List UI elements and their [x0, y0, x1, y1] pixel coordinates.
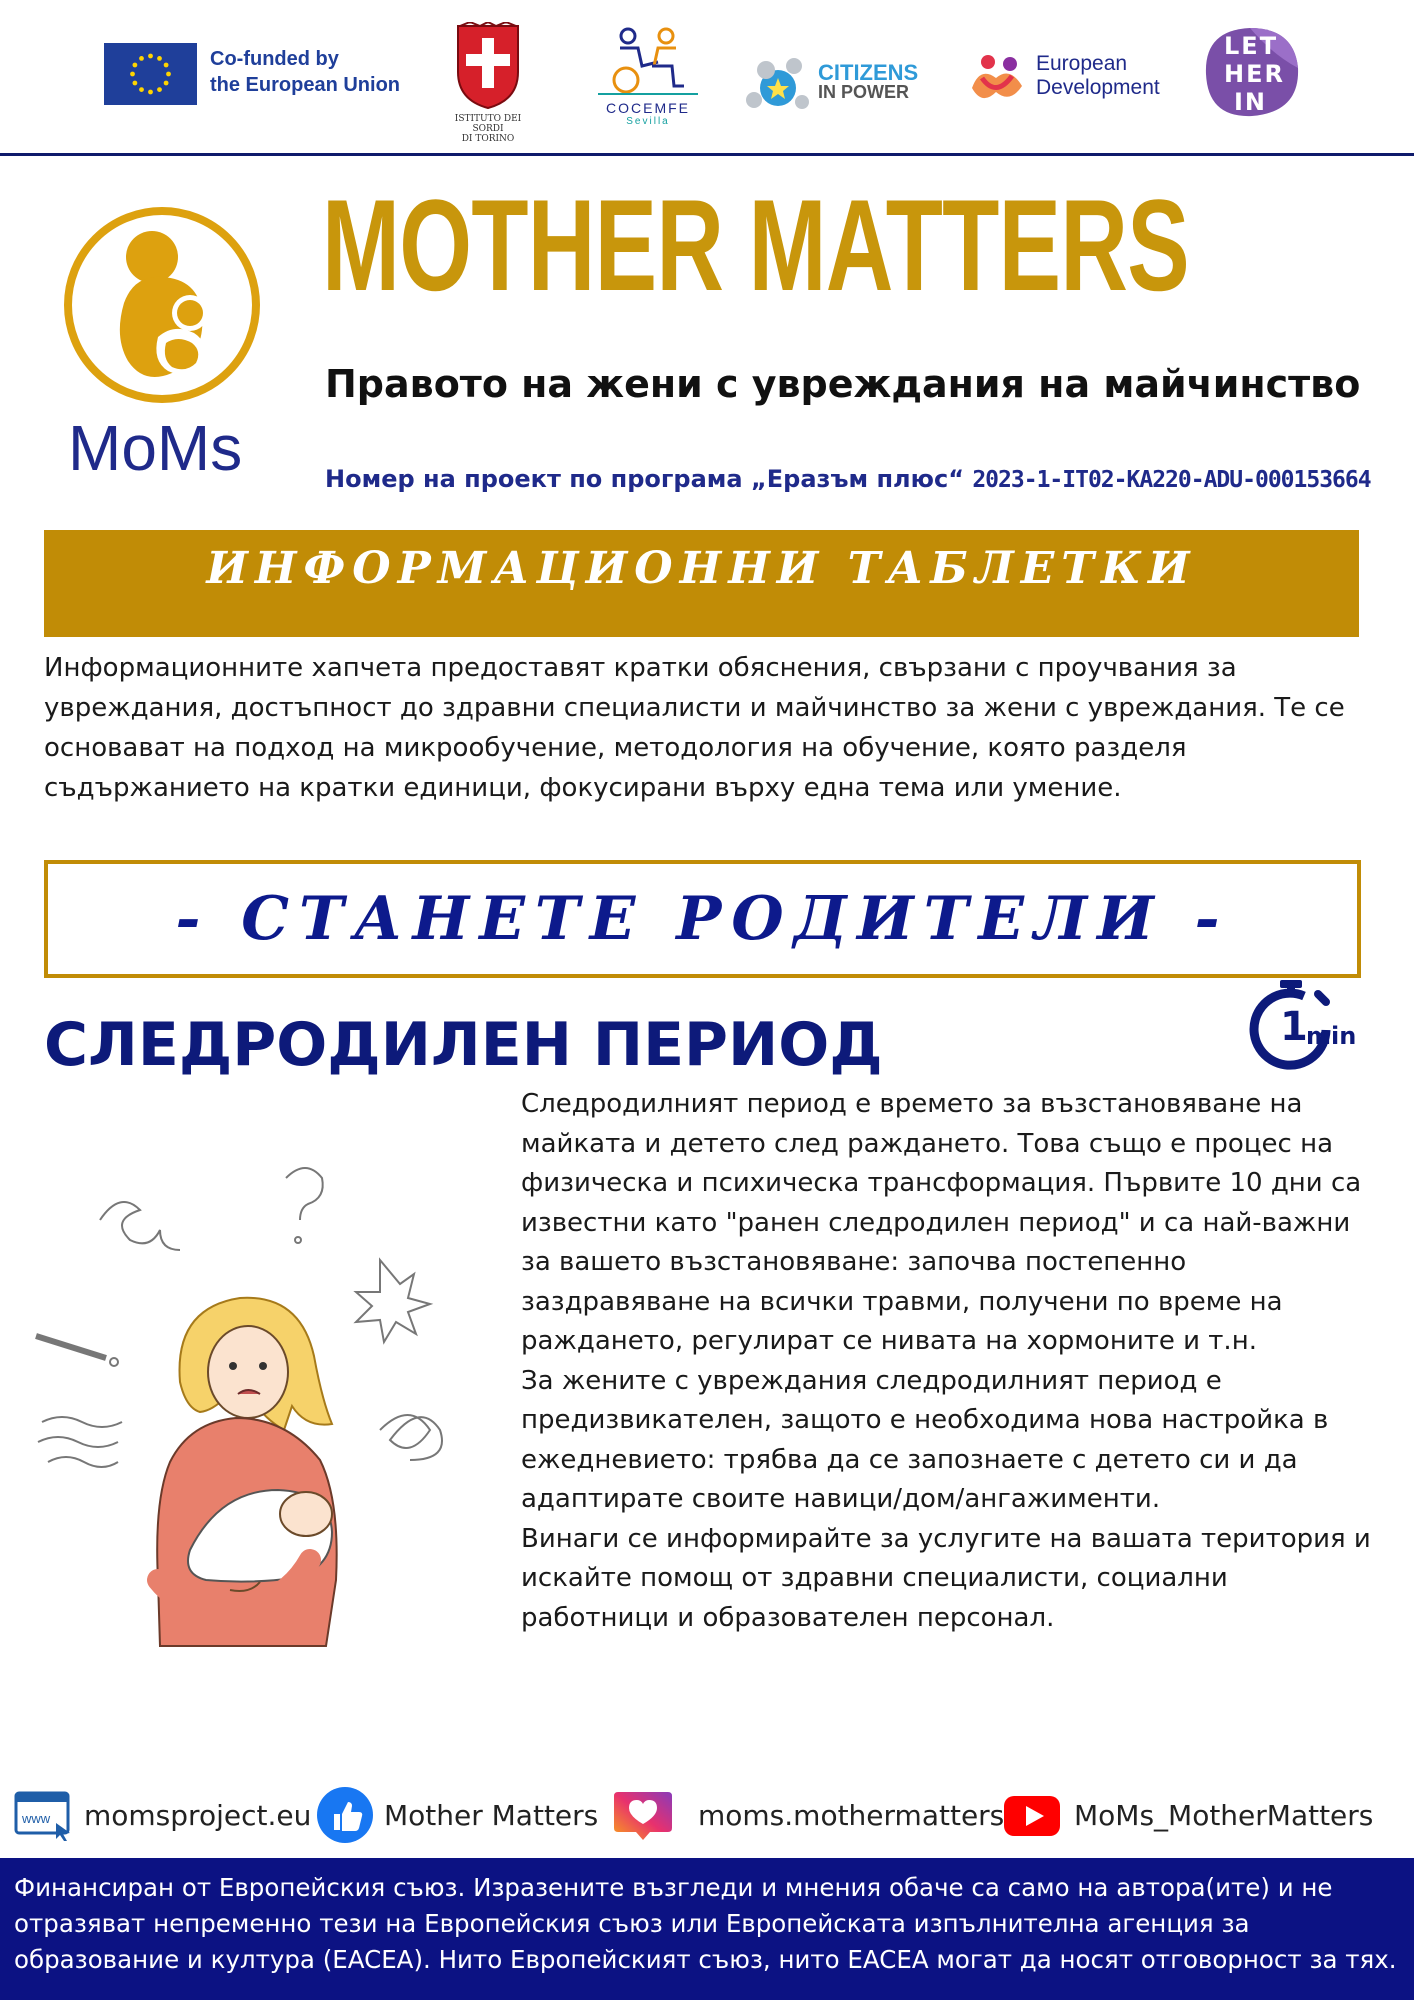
website-icon — [14, 1789, 74, 1841]
page-title: MOTHER MATTERS — [322, 172, 1189, 318]
letherin-line3: IN — [1234, 88, 1268, 116]
header-divider — [0, 153, 1414, 156]
istituto-caption: ISTITUTO DEI SORDI DI TORINO — [454, 114, 522, 144]
ed-line2: Development — [1036, 76, 1160, 99]
project-label: Номер на проект по програма „Еразъм плюс“ — [325, 465, 964, 493]
instagram-text: moms.mothermatters — [698, 1798, 1005, 1832]
youtube-icon — [1002, 1792, 1064, 1838]
eu-disclaimer-footer — [0, 1858, 1414, 2000]
let-her-in-logo — [1202, 24, 1302, 120]
youtube-text: MoMs_MotherMatters — [1074, 1798, 1374, 1832]
youtube-link[interactable] — [1002, 1790, 1373, 1840]
instagram-heart-icon — [614, 1786, 680, 1844]
facebook-text: Mother Matters — [384, 1798, 599, 1832]
facebook-link[interactable] — [316, 1790, 598, 1840]
cocemfe-name: COCEMFE — [606, 100, 690, 116]
page-subtitle: Правото на жени с увреждания на майчинство — [325, 362, 1361, 406]
istituto-sordi-torino-logo — [448, 22, 528, 144]
letherin-line2: HER — [1224, 60, 1285, 88]
cocemfe-logo — [592, 26, 704, 138]
website-text: momsproject.eu — [84, 1798, 312, 1832]
eu-disclaimer-text: Финансиран от Европейския съюз. Изразените възгледи и мнения обаче са само на автора(ите) и не отразяват непременно тези на Европейския съюз или Европейската изпълнителна агенция за образование и култура (EACEA). Нито Европейският съюз, нито EACEA могат да носят отговорност за тях. — [14, 1873, 1397, 1974]
intro-paragraph: Информационните хапчета предоставят кратки обяснения, свързани с проучвания за увреждания, достъпност до здравни специалисти и майчинство за жени с увреждания. Те се основават на подход на микрообучение, методология на обучение, която разделя съдържанието на кратки единици, фокусирани върху една тема или умение. — [44, 653, 1345, 803]
become-parents-banner — [44, 860, 1361, 978]
stopwatch-icon — [1248, 980, 1360, 1080]
website-link[interactable] — [14, 1790, 311, 1840]
timer-number: 1 — [1280, 1004, 1308, 1050]
moms-logo-text: MoMs — [68, 412, 243, 484]
letherin-line1: LET — [1224, 32, 1279, 60]
european-development-logo — [966, 46, 1186, 116]
website-icon-label: www — [22, 1811, 51, 1826]
instagram-link[interactable] — [614, 1790, 1004, 1840]
cocemfe-city: Sevilla — [626, 116, 670, 127]
section-title: СЛЕДРОДИЛЕН ПЕРИОД — [44, 1010, 883, 1080]
info-pills-banner-text: ИНФОРМАЦИОННИ ТАБЛЕТКИ — [206, 543, 1197, 594]
citizens-line2: IN POWER — [818, 82, 910, 102]
timer-unit: min — [1306, 1022, 1357, 1050]
become-parents-banner-text: - СТАНЕТЕ РОДИТЕЛИ - — [175, 884, 1230, 954]
moms-logo — [62, 205, 262, 484]
citizens-in-power-logo — [744, 48, 924, 116]
eu-flag-logo — [104, 43, 197, 105]
info-pills-banner — [44, 530, 1359, 637]
section-body: Следродилният период е времето за възстановяване на майката и детето след раждането. Това също е процес на физическа и психическа трансформация. Първите 10 дни са известни като "ранен следродилен период" и са най-важни за вашето възстановяване: започва постепенно заздравяване на всички травми, получени по време на раждането, регулират се нивата на хормоните и т.н. За жените с увреждания следродилният период е предизвикателен, защото е необходима нова настройка в ежедневието: трябва да се запознаете с детето си и да адаптирате своите навици/дом/ангажименти. Винаги се информирайте за услугите на вашата територия и искайте помощ от здравни специалисти, социални работници и образователен персонал. — [521, 1089, 1371, 1633]
ed-line1: European — [1036, 52, 1128, 75]
facebook-like-icon — [316, 1786, 374, 1844]
project-code: 2023-1-IT02-KA220-ADU-000153664 — [972, 467, 1371, 493]
citizens-line1: CITIZENS — [818, 60, 919, 85]
project-number — [325, 465, 1371, 493]
eu-cofunded-label: Co-funded by the European Union — [210, 48, 400, 96]
mother-holding-baby-illustration — [30, 1160, 490, 1660]
